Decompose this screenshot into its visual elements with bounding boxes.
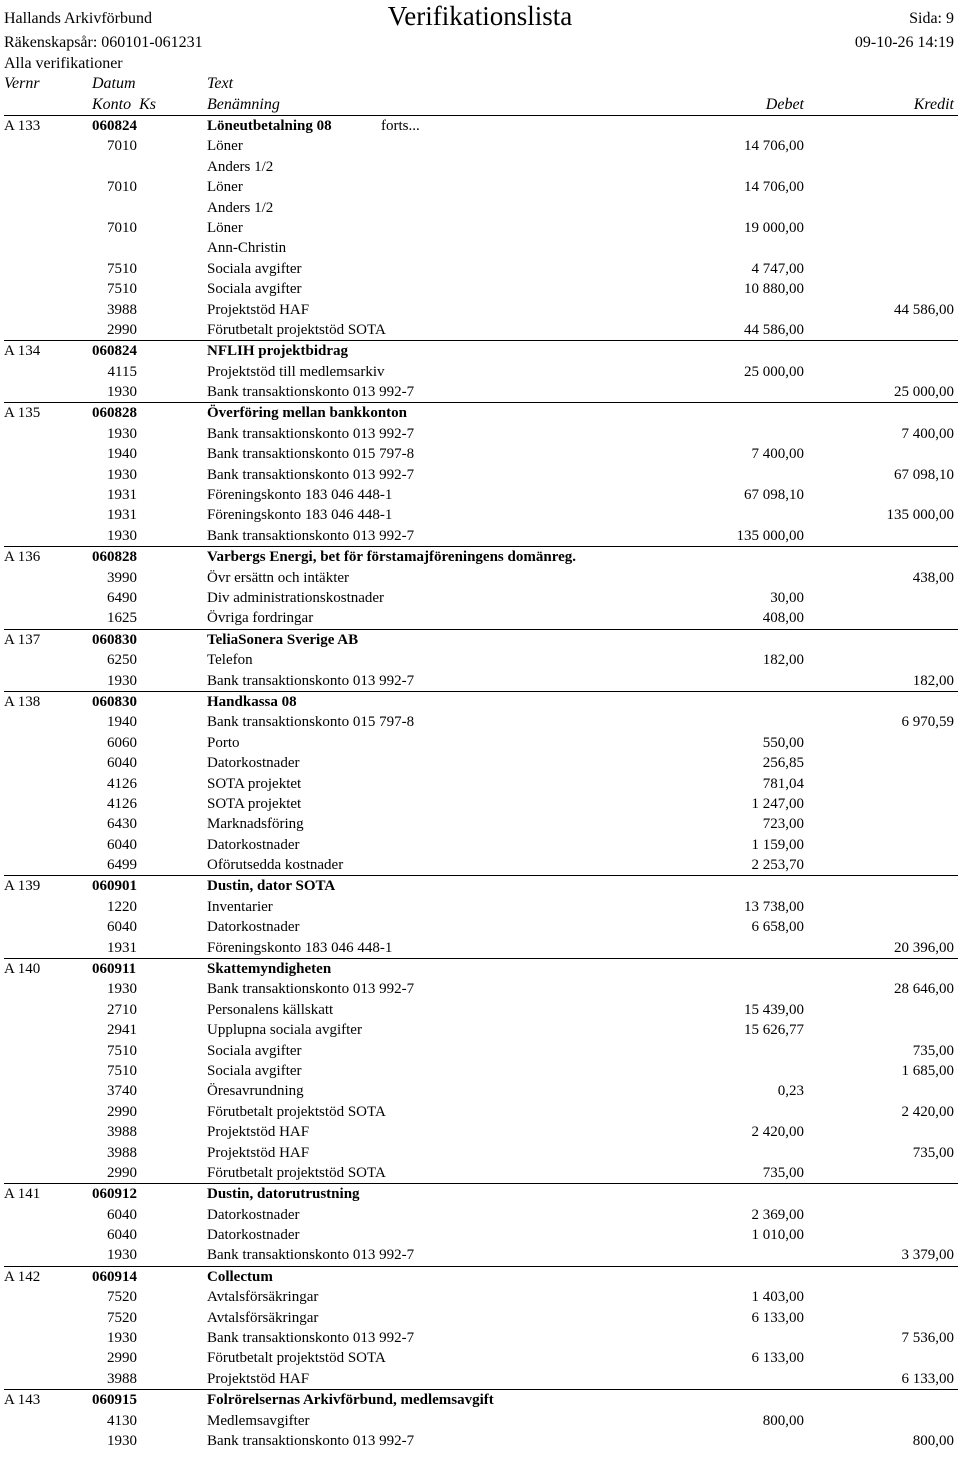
credit-amount: 44 586,00: [894, 301, 954, 318]
account-name: Övriga fordringar: [207, 610, 314, 627]
account-number: 3988: [107, 301, 137, 318]
account-name: Inventarier: [207, 898, 273, 915]
account-name: Div administrationskostnader: [207, 589, 385, 606]
verification-text: Handkassa 08: [207, 693, 297, 710]
verification-date: 060824: [92, 343, 137, 360]
debit-amount: 408,00: [762, 610, 804, 627]
account-number: 1930: [107, 527, 137, 544]
account-number: 2990: [107, 1350, 137, 1367]
transaction-row: [0, 1020, 960, 1040]
account-name: SOTA projektet: [207, 795, 302, 812]
account-number: 1930: [107, 466, 137, 483]
credit-amount: 6 133,00: [901, 1370, 954, 1387]
transaction-row: [0, 218, 960, 238]
verification-number: A 138: [4, 693, 41, 710]
debit-amount: 44 586,00: [744, 321, 804, 338]
transaction-row: [0, 362, 960, 382]
account-name: Bank transaktionskonto 015 797-8: [207, 714, 415, 731]
account-number: 1930: [107, 1433, 137, 1449]
transaction-row: [0, 424, 960, 444]
account-number: 4126: [107, 775, 137, 792]
transaction-row: [0, 1225, 960, 1245]
transaction-row: [0, 897, 960, 917]
verification-date: 060915: [92, 1392, 137, 1409]
account-name: Bank transaktionskonto 013 992-7: [207, 981, 415, 998]
account-number: 1220: [107, 898, 137, 915]
page-number: Sida: 9: [909, 10, 954, 27]
credit-amount: 182,00: [912, 672, 954, 689]
col-header-debet: Debet: [765, 96, 804, 113]
credit-amount: 800,00: [912, 1433, 954, 1449]
transaction-row: [0, 136, 960, 156]
transaction-row: [0, 1061, 960, 1081]
debit-amount: 10 880,00: [744, 281, 804, 298]
transaction-row: [0, 1245, 960, 1265]
credit-amount: 28 646,00: [894, 981, 954, 998]
credit-amount: 20 396,00: [894, 939, 954, 956]
account-number: 3988: [107, 1124, 137, 1141]
account-number: 2710: [107, 1001, 137, 1018]
transaction-row: [0, 1143, 960, 1163]
account-number: 1931: [107, 507, 137, 524]
debit-amount: 735,00: [762, 1164, 804, 1181]
transaction-row: [0, 1102, 960, 1122]
account-number: 1930: [107, 1330, 137, 1347]
account-name: Förutbetalt projektstöd SOTA: [207, 321, 386, 338]
transaction-row: [0, 650, 960, 670]
verification-number: A 139: [4, 878, 41, 895]
transaction-row: [0, 1411, 960, 1431]
account-name: Porto: [207, 734, 240, 751]
account-name: Löner: [207, 138, 243, 155]
debit-amount: 135 000,00: [736, 527, 804, 544]
account-number: 4126: [107, 795, 137, 812]
verification-header: [0, 547, 960, 567]
debit-amount: 19 000,00: [744, 219, 804, 236]
verification-text: Skattemyndigheten: [207, 961, 332, 978]
transaction-row: [0, 1431, 960, 1451]
account-number: 7010: [107, 179, 137, 196]
verification-date: 060911: [92, 961, 137, 978]
col-header-konto-ks: Konto Ks: [92, 96, 157, 113]
account-number: 1625: [107, 610, 137, 627]
header-rule: [4, 115, 958, 116]
col-header-vernr: Vernr: [4, 75, 40, 92]
verification-header: [0, 1390, 960, 1410]
account-number: 4130: [107, 1412, 137, 1429]
account-name: Oförutsedda kostnader: [207, 857, 344, 874]
account-name: Projektstöd till medlemsarkiv: [207, 363, 385, 380]
account-name: Förutbetalt projektstöd SOTA: [207, 1350, 386, 1367]
debit-amount: 2 369,00: [751, 1206, 804, 1223]
account-number: 2990: [107, 321, 137, 338]
account-number: 3988: [107, 1370, 137, 1387]
transaction-row: [0, 835, 960, 855]
credit-amount: 735,00: [912, 1042, 954, 1059]
account-number: 7510: [107, 260, 137, 277]
verification-text: TeliaSonera Sverige AB: [207, 631, 359, 648]
verification-date: 060912: [92, 1186, 137, 1203]
verification-header: [0, 116, 960, 136]
verification-text: Löneutbetalning 08: [207, 118, 332, 134]
account-name: Bank transaktionskonto 013 992-7: [207, 466, 415, 483]
account-name: Telefon: [207, 652, 253, 669]
account-number: 6060: [107, 734, 137, 751]
account-name: Sociala avgifter: [207, 1062, 302, 1079]
account-name: Öresavrundning: [207, 1083, 304, 1100]
transaction-row: [0, 1205, 960, 1225]
verification-text: Folrörelsernas Arkivförbund, medlemsavgift: [207, 1392, 494, 1409]
account-name: Bank transaktionskonto 013 992-7: [207, 425, 415, 442]
account-number: 6040: [107, 1227, 137, 1244]
account-name: Bank transaktionskonto 013 992-7: [207, 384, 415, 401]
col-header-datum: Datum: [92, 75, 136, 92]
transaction-row: [0, 485, 960, 505]
debit-amount: 182,00: [762, 652, 804, 669]
account-name: Övr ersättn och intäkter: [207, 569, 350, 586]
debit-amount: 800,00: [762, 1412, 804, 1429]
account-number: 1931: [107, 939, 137, 956]
verification-date: 060901: [92, 878, 137, 895]
verification-header: [0, 692, 960, 712]
account-name: Datorkostnader: [207, 755, 300, 772]
account-number: 6040: [107, 919, 137, 936]
account-number: 7510: [107, 1062, 137, 1079]
account-name: SOTA projektet: [207, 775, 302, 792]
account-name: Bank transaktionskonto 013 992-7: [207, 1330, 415, 1347]
transaction-row: [0, 608, 960, 628]
transaction-row: [0, 588, 960, 608]
verification-text: Överföring mellan bankkonton: [207, 405, 408, 422]
verification-text: NFLIH projektbidrag: [207, 343, 348, 360]
transaction-row: [0, 938, 960, 958]
debit-amount: 723,00: [762, 816, 804, 833]
transaction-row: [0, 1163, 960, 1183]
verification-number: A 135: [4, 405, 41, 422]
account-name: Personalens källskatt: [207, 1001, 334, 1018]
verification-list: [0, 116, 960, 1451]
debit-amount: 6 133,00: [751, 1309, 804, 1326]
account-name: Projektstöd HAF: [207, 1370, 310, 1387]
account-name: Projektstöd HAF: [207, 1144, 310, 1161]
continued-label: forts...: [381, 118, 420, 134]
account-number: 6430: [107, 816, 137, 833]
transaction-row: [0, 1348, 960, 1368]
debit-amount: 15 626,77: [744, 1022, 804, 1039]
debit-amount: 25 000,00: [744, 363, 804, 380]
transaction-row: [0, 753, 960, 773]
debit-amount: 14 706,00: [744, 138, 804, 155]
account-number: 6490: [107, 589, 137, 606]
debit-amount: 0,23: [777, 1083, 804, 1100]
transaction-row: [0, 855, 960, 875]
debit-amount: 2 420,00: [751, 1124, 804, 1141]
account-number: 3988: [107, 1144, 137, 1161]
account-number: 7510: [107, 1042, 137, 1059]
credit-amount: 1 685,00: [901, 1062, 954, 1079]
account-number: 6499: [107, 857, 137, 874]
account-number: 7520: [107, 1309, 137, 1326]
account-name: Avtalsförsäkringar: [207, 1309, 319, 1326]
account-number: 2990: [107, 1164, 137, 1181]
transaction-row: [0, 814, 960, 834]
verification-number: A 136: [4, 549, 41, 566]
transaction-row: [0, 917, 960, 937]
transaction-row: [0, 671, 960, 691]
account-name: Bank transaktionskonto 013 992-7: [207, 672, 415, 689]
transaction-row: [0, 526, 960, 546]
account-name: Medlemsavgifter: [207, 1412, 310, 1429]
verification-text: Dustin, dator SOTA: [207, 878, 336, 895]
transaction-row: [0, 1308, 960, 1328]
verification-number: A 140: [4, 961, 41, 978]
transaction-row: [0, 300, 960, 320]
verification-header: [0, 1267, 960, 1287]
account-number: 3740: [107, 1083, 137, 1100]
transaction-row: [0, 444, 960, 464]
verification-number: A 133: [4, 118, 41, 134]
transaction-row: [0, 733, 960, 753]
account-name: Förutbetalt projektstöd SOTA: [207, 1164, 386, 1181]
transaction-row: [0, 568, 960, 588]
verification-number: A 142: [4, 1268, 41, 1285]
verification-date: 060830: [92, 631, 137, 648]
account-number: 6040: [107, 1206, 137, 1223]
print-timestamp: 09-10-26 14:19: [854, 34, 954, 51]
credit-amount: 2 420,00: [901, 1103, 954, 1120]
account-number: 7010: [107, 219, 137, 236]
account-name: Bank transaktionskonto 015 797-8: [207, 446, 415, 463]
account-name: Bank transaktionskonto 013 992-7: [207, 527, 415, 544]
credit-amount: 7 536,00: [901, 1330, 954, 1347]
account-name: Bank transaktionskonto 013 992-7: [207, 1247, 415, 1264]
filter-label: Alla verifikationer: [4, 55, 123, 72]
transaction-row: [0, 1041, 960, 1061]
account-name: Ann-Christin: [207, 240, 287, 257]
credit-amount: 135 000,00: [886, 507, 954, 524]
verification-number: A 141: [4, 1186, 41, 1203]
debit-amount: 14 706,00: [744, 179, 804, 196]
transaction-row: [0, 1122, 960, 1142]
account-number: 7520: [107, 1289, 137, 1306]
transaction-row: [0, 979, 960, 999]
credit-amount: 7 400,00: [901, 425, 954, 442]
verification-text: Varbergs Energi, bet för förstamajföreningens domänreg.: [207, 549, 576, 566]
debit-amount: 7 400,00: [751, 446, 804, 463]
debit-amount: 6 658,00: [751, 919, 804, 936]
transaction-row: [0, 238, 960, 258]
debit-amount: 30,00: [770, 589, 804, 606]
debit-amount: 1 159,00: [751, 836, 804, 853]
account-name: Förutbetalt projektstöd SOTA: [207, 1103, 386, 1120]
verification-header: [0, 959, 960, 979]
credit-amount: 6 970,59: [901, 714, 954, 731]
account-number: 1930: [107, 425, 137, 442]
transaction-row: [0, 177, 960, 197]
account-name: Avtalsförsäkringar: [207, 1289, 319, 1306]
account-number: 1930: [107, 672, 137, 689]
verification-text: Dustin, datorutrustning: [207, 1186, 360, 1203]
debit-amount: 1 247,00: [751, 795, 804, 812]
debit-amount: 2 253,70: [751, 857, 804, 874]
account-name: Bank transaktionskonto 013 992-7: [207, 1433, 415, 1449]
account-number: 6040: [107, 755, 137, 772]
debit-amount: 781,04: [762, 775, 804, 792]
transaction-row: [0, 712, 960, 732]
verification-header: [0, 1184, 960, 1204]
account-name: Föreningskonto 183 046 448-1: [207, 487, 393, 504]
verification-number: A 137: [4, 631, 41, 648]
account-number: 2941: [107, 1022, 137, 1039]
transaction-row: [0, 259, 960, 279]
account-name: Anders 1/2: [207, 158, 274, 175]
fiscal-year: Räkenskapsår: 060101-061231: [4, 34, 203, 51]
debit-amount: 1 403,00: [751, 1289, 804, 1306]
account-number: 7010: [107, 138, 137, 155]
transaction-row: [0, 279, 960, 299]
transaction-row: [0, 198, 960, 218]
debit-amount: 1 010,00: [751, 1227, 804, 1244]
verification-header: [0, 403, 960, 423]
account-name: Löner: [207, 179, 243, 196]
transaction-row: [0, 1369, 960, 1389]
account-name: Föreningskonto 183 046 448-1: [207, 507, 393, 524]
transaction-row: [0, 505, 960, 525]
verification-header: [0, 341, 960, 361]
account-number: 6040: [107, 836, 137, 853]
credit-amount: 3 379,00: [901, 1247, 954, 1264]
transaction-row: [0, 1287, 960, 1307]
verification-header: [0, 630, 960, 650]
account-name: Projektstöd HAF: [207, 301, 310, 318]
col-header-kredit: Kredit: [913, 96, 954, 113]
account-name: Datorkostnader: [207, 836, 300, 853]
verification-text: Collectum: [207, 1268, 273, 1285]
verification-date: 060830: [92, 693, 137, 710]
transaction-row: [0, 1081, 960, 1101]
debit-amount: 256,85: [762, 755, 804, 772]
debit-amount: 67 098,10: [744, 487, 804, 504]
debit-amount: 550,00: [762, 734, 804, 751]
account-name: Sociala avgifter: [207, 1042, 302, 1059]
transaction-row: [0, 1000, 960, 1020]
account-number: 1930: [107, 1247, 137, 1264]
verification-header: [0, 876, 960, 896]
verification-number: A 134: [4, 343, 41, 360]
transaction-row: [0, 794, 960, 814]
account-name: Datorkostnader: [207, 1227, 300, 1244]
credit-amount: 25 000,00: [894, 384, 954, 401]
account-name: Löner: [207, 219, 243, 236]
transaction-row: [0, 465, 960, 485]
account-number: 3990: [107, 569, 137, 586]
account-number: 7510: [107, 281, 137, 298]
transaction-row: [0, 320, 960, 340]
credit-amount: 735,00: [912, 1144, 954, 1161]
account-name: Datorkostnader: [207, 919, 300, 936]
verification-date: 060828: [92, 549, 137, 566]
verification-date: 060914: [92, 1268, 137, 1285]
debit-amount: 15 439,00: [744, 1001, 804, 1018]
account-name: Anders 1/2: [207, 199, 274, 216]
debit-amount: 4 747,00: [751, 260, 804, 277]
transaction-row: [0, 774, 960, 794]
transaction-row: [0, 1328, 960, 1348]
verification-date: 060828: [92, 405, 137, 422]
account-name: Datorkostnader: [207, 1206, 300, 1223]
col-header-benamning: Benämning: [207, 96, 280, 113]
account-name: Sociala avgifter: [207, 260, 302, 277]
verification-number: A 143: [4, 1392, 41, 1409]
account-name: Sociala avgifter: [207, 281, 302, 298]
account-name: Projektstöd HAF: [207, 1124, 310, 1141]
debit-amount: 6 133,00: [751, 1350, 804, 1367]
account-number: 1930: [107, 384, 137, 401]
transaction-row: [0, 382, 960, 402]
account-name: Upplupna sociala avgifter: [207, 1022, 362, 1039]
account-number: 4115: [107, 363, 137, 380]
col-header-text: Text: [207, 75, 234, 92]
page-title: Verifikationslista: [387, 1, 573, 31]
account-number: 2990: [107, 1103, 137, 1120]
account-name: Föreningskonto 183 046 448-1: [207, 939, 393, 956]
account-number: 1931: [107, 487, 137, 504]
account-name: Marknadsföring: [207, 816, 304, 833]
credit-amount: 438,00: [912, 569, 954, 586]
debit-amount: 13 738,00: [744, 898, 804, 915]
account-number: 1940: [107, 446, 137, 463]
credit-amount: 67 098,10: [894, 466, 954, 483]
account-number: 1940: [107, 714, 137, 731]
transaction-row: [0, 157, 960, 177]
account-number: 1930: [107, 981, 137, 998]
verification-date: 060824: [92, 118, 137, 134]
account-number: 6250: [107, 652, 137, 669]
org-name: Hallands Arkivförbund: [4, 10, 152, 27]
